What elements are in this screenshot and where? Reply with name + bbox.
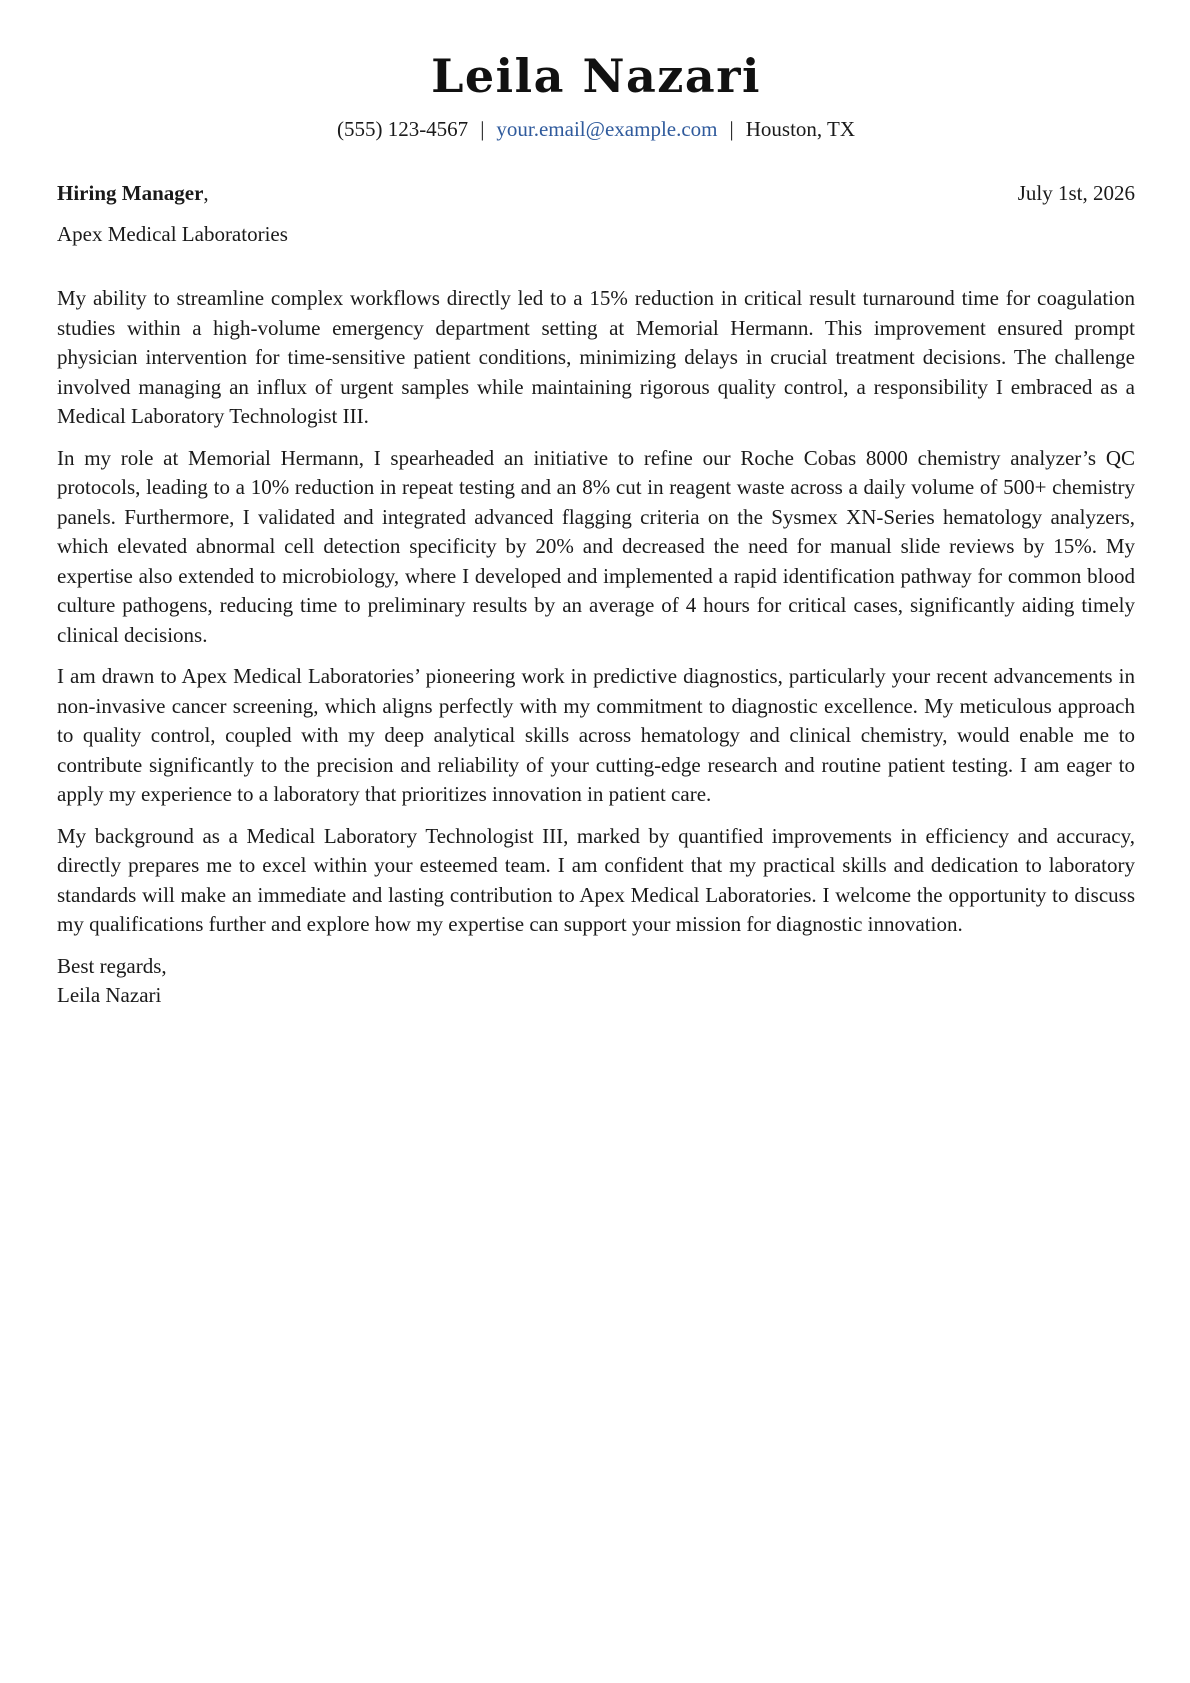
- letter-date: July 1st, 2026: [1017, 181, 1135, 205]
- body-paragraph: In my role at Memorial Hermann, I spearheaded an initiative to refine our Roche Cobas 8000 chemistry analyzer’s QC protocols, leading to a 10% reduction in repeat testing and an 8% cut in reagent waste across a daily volume of 500+ chemistry panels. Furthermore, I validated and integrated advanced flagging criteria on the Sysmex XN-Series hematology analyzers, which elevated abnormal cell detection specificity by 20% and decreased the need for manual slide reviews by 15%. My expertise also extended to microbiology, where I developed and implemented a rapid identification pathway for common blood culture pathogens, reducing time to preliminary results by an average of 4 hours for critical cases, significantly aiding timely clinical decisions.: [57, 445, 1135, 647]
- contact-separator: |: [729, 117, 734, 141]
- applicant-name: Leila Nazari: [431, 49, 761, 103]
- email-link[interactable]: your.email@example.com: [496, 117, 718, 141]
- recipient-name-suffix: ,: [203, 181, 209, 205]
- location: Houston, TX: [745, 117, 856, 141]
- phone-number: (555) 123-4567: [336, 117, 469, 141]
- recipient-row: [57, 178, 1135, 208]
- recipient-company: Apex Medical Laboratories: [57, 222, 288, 246]
- contact-separator: |: [480, 117, 485, 141]
- signature-name: Leila Nazari: [57, 983, 162, 1007]
- body-paragraph: My background as a Medical Laboratory Technologist III, marked by quantified improvements in efficiency and accuracy, directly prepares me to excel within your esteemed team. I am confident that my practical skills and dedication to laboratory standards will make an immediate and lasting contribution to Apex Medical Laboratories. I welcome the opportunity to discuss my qualifications further and explore how my expertise can support your mission for diagnostic innovation.: [57, 823, 1135, 936]
- closing-phrase: Best regards,: [57, 953, 167, 978]
- body-paragraph: My ability to streamline complex workflows directly led to a 15% reduction in critical result turnaround time for coagulation studies within a high-volume emergency department setting at Memorial Hermann. This improvement ensured prompt physician intervention for time-sensitive patient conditions, minimizing delays in crucial treatment decisions. The challenge involved managing an influx of urgent samples while maintaining rigorous quality control, a responsibility I embraced as a Medical Laboratory Technologist III.: [57, 286, 1135, 428]
- contact-line: [57, 114, 1135, 144]
- closing-block: [57, 952, 1135, 1011]
- letter-body: [57, 284, 1135, 1011]
- recipient-name: Hiring Manager: [57, 181, 204, 205]
- body-paragraph: I am drawn to Apex Medical Laboratories’ pioneering work in predictive diagnostics, particularly your recent advancements in non-invasive cancer screening, which aligns perfectly with my commitment to diagnostic excellence. My meticulous approach to quality control, coupled with my deep analytical skills across hematology and clinical chemistry, would enable me to contribute significantly to the precision and reliability of your cutting-edge research and routine patient testing. I am eager to apply my experience to a laboratory that prioritizes innovation in patient care.: [57, 664, 1135, 806]
